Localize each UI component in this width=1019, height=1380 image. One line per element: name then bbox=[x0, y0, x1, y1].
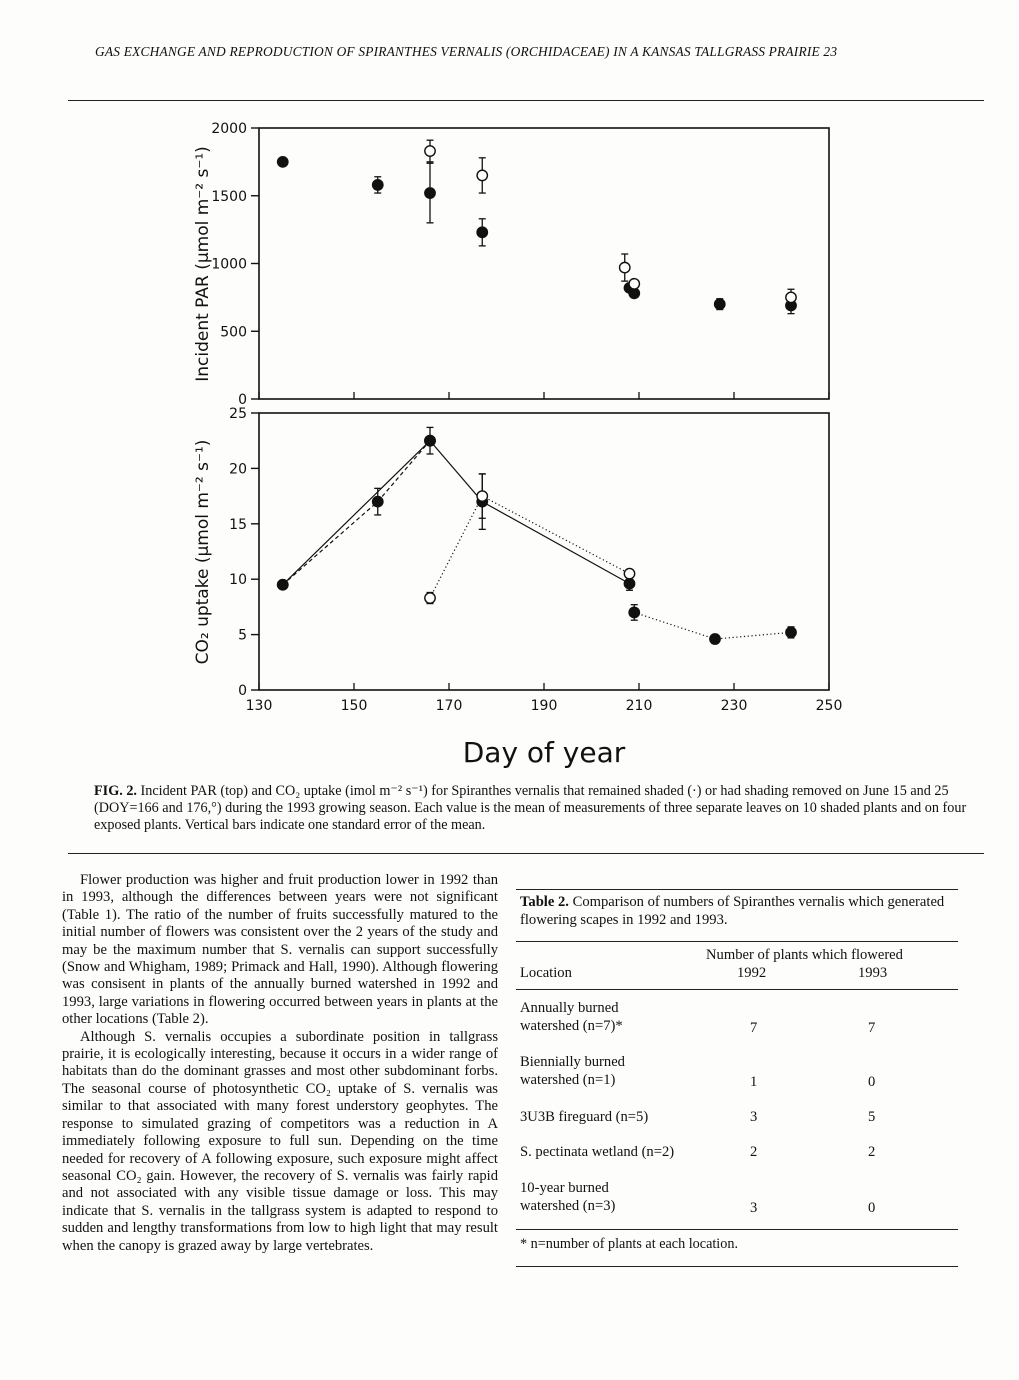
bot-y-tick-label: 5 bbox=[238, 627, 247, 644]
table-row-2-loc1: Biennially burned bbox=[520, 1054, 625, 1070]
bottom-panel bbox=[193, 406, 842, 714]
bottom-open-point bbox=[477, 491, 487, 501]
paragraph-2: Although S. vernalis occupies a subordinate position in tallgrass prairie, it is ecologically interesting, because it occurs in a wider range of habitats than do the dominant grasses and most other subdominant forbs. The seasonal course of photosynthetic CO₂ uptake of S. vernalis was similar to that associated with many forest understory geophytes. The response to simulated grazing of competitors was a reduction in A immediately following exposure to full sun. Depending on the time needed for recovery of A following exposure, such exposure might affect seasonal CO₂ gain. However, the recovery of S. vernalis was fairly rapid and not associated with any visible tissue damage or loss. This may indicate that S. vernalis in the tallgrass system is adapted to respond to sudden and lengthy transformations from low to high light that may result when the canopy is grazed away by large vertebrates. bbox=[62, 1028, 498, 1254]
table-row-5-1993: 0 bbox=[868, 1200, 876, 1216]
x-tick-label: 210 bbox=[625, 698, 653, 714]
bot-y-tick-label: 10 bbox=[229, 572, 247, 589]
table-label: Table 2. bbox=[520, 894, 569, 910]
table-bottom-rule bbox=[516, 1266, 958, 1267]
table-row-3-loc2: 3U3B fireguard (n=5) bbox=[520, 1109, 649, 1125]
table-foot-rule bbox=[516, 1229, 958, 1230]
top-open-point bbox=[620, 262, 630, 272]
top-filled-point bbox=[278, 157, 288, 167]
top-marks bbox=[278, 140, 797, 313]
table-title-text: Comparison of numbers of Spiranthes vernalis which generated flowering scapes in 1992 and 1993. bbox=[520, 894, 945, 928]
header-rule bbox=[68, 100, 984, 101]
top-y-tick-label: 0 bbox=[238, 392, 247, 408]
top-open-point bbox=[477, 170, 487, 180]
top-y-axis-title: Incident PAR (μmol m⁻² s⁻¹) bbox=[193, 146, 213, 382]
x-axis-title: Day of year bbox=[462, 736, 626, 769]
top-filled-point bbox=[477, 227, 487, 237]
bottom-marks bbox=[278, 427, 797, 644]
bottom-x-ticks bbox=[246, 683, 843, 714]
bottom-filled-point bbox=[278, 580, 288, 590]
top-open-point bbox=[425, 146, 435, 156]
table-row-5-loc2: watershed (n=3) bbox=[520, 1198, 616, 1214]
top-y-tick-label: 1000 bbox=[211, 256, 247, 273]
table-row-3-1992: 3 bbox=[750, 1109, 758, 1125]
bottom-series-line-solid bbox=[283, 441, 630, 585]
bottom-open-point bbox=[624, 568, 634, 578]
bottom-y-axis-title: CO₂ uptake (μmol m⁻² s⁻¹) bbox=[193, 439, 213, 665]
top-filled-point bbox=[425, 188, 435, 198]
table-row-4-1993: 2 bbox=[868, 1144, 876, 1160]
top-filled-point bbox=[373, 180, 383, 190]
top-y-tick-label: 1500 bbox=[211, 188, 247, 205]
bot-y-tick-label: 15 bbox=[229, 516, 247, 533]
table-row-3-1993: 5 bbox=[868, 1109, 876, 1125]
table-header-1993: 1993 bbox=[858, 965, 888, 981]
top-open-point bbox=[629, 279, 639, 289]
x-tick-label: 230 bbox=[720, 698, 748, 714]
top-y-tick-label: 2000 bbox=[211, 121, 247, 137]
bottom-series-line-dotted bbox=[430, 496, 630, 598]
table-row-1-loc1: Annually burned bbox=[520, 1000, 619, 1016]
bot-y-tick-label: 20 bbox=[229, 461, 247, 478]
bottom-filled-point bbox=[629, 607, 639, 617]
bot-y-tick-label: 25 bbox=[229, 406, 247, 422]
running-head: GAS EXCHANGE AND REPRODUCTION OF SPIRANTHES VERNALIS (ORCHIDACEAE) IN A KANSAS TALLGRASS PRAIRIE 23 bbox=[95, 44, 838, 59]
top-panel-frame bbox=[259, 128, 829, 399]
top-filled-point bbox=[715, 299, 725, 309]
bottom-y-ticks bbox=[229, 406, 259, 699]
top-x-ticks bbox=[259, 392, 829, 399]
figure-2 bbox=[0, 104, 1019, 780]
bottom-panel-frame bbox=[259, 413, 829, 690]
table-footnote: * n=number of plants at each location. bbox=[520, 1236, 738, 1252]
table-row-1-loc2: watershed (n=7)* bbox=[520, 1018, 623, 1034]
figure-caption bbox=[94, 783, 984, 834]
table-row-4-loc2: S. pectinata wetland (n=2) bbox=[520, 1144, 675, 1160]
top-panel bbox=[193, 121, 829, 408]
top-y-tick-label: 500 bbox=[220, 324, 247, 341]
x-tick-label: 130 bbox=[245, 698, 273, 714]
x-tick-label: 150 bbox=[340, 698, 368, 714]
bottom-filled-point bbox=[710, 634, 720, 644]
table-row-1-1993: 7 bbox=[868, 1020, 876, 1036]
table-title bbox=[520, 893, 960, 929]
bottom-open-point bbox=[425, 593, 435, 603]
table-head-rule bbox=[516, 941, 958, 942]
bot-y-tick-label: 0 bbox=[238, 683, 247, 699]
x-tick-label: 190 bbox=[530, 698, 558, 714]
bottom-filled-point bbox=[373, 496, 383, 506]
x-tick-label: 170 bbox=[435, 698, 463, 714]
table-header-1992: 1992 bbox=[737, 965, 767, 981]
bottom-filled-point bbox=[786, 627, 796, 637]
table-row-2-1993: 0 bbox=[868, 1074, 876, 1090]
table-header-location: Location bbox=[520, 965, 572, 981]
top-y-ticks bbox=[211, 121, 259, 408]
table-row-2-loc2: watershed (n=1) bbox=[520, 1072, 616, 1088]
bottom-series-lines bbox=[283, 441, 791, 639]
table-row-2-1992: 1 bbox=[750, 1074, 758, 1090]
table-row-1-1992: 7 bbox=[750, 1020, 758, 1036]
table-top-rule bbox=[516, 889, 958, 890]
table-body-rule bbox=[516, 989, 958, 990]
paragraph-1: Flower production was higher and fruit production lower in 1992 than in 1993, although the differences between years were not significant (Table 1). The ratio of the number of fruits successfully matured to the initial number of flowers was consistent over the 2 years of the study and may be the maximum number that S. vernalis can support successfully (Snow and Whigham, 1989; Primack and Hall, 1990). Although flowering was consisent in plants of the annually burned watershed in 1992 and 1993, large variations in flowering occurred between years in plants at the other locations (Table 2). bbox=[62, 872, 498, 1028]
bottom-filled-point bbox=[624, 578, 634, 588]
top-open-point bbox=[786, 292, 796, 302]
caption-text: Incident PAR (top) and CO₂ uptake (imol m⁻² s⁻¹) for Spiranthes vernalis that remained shaded (·) or had shading removed on June 15 and 25 (DOY=166 and 176,°) during the 1993 growing season. Each value is the mean of measurements of three separate leaves on 10 shaded plants and on four exposed plants. Vertical bars indicate one standard error of the mean. bbox=[94, 783, 967, 833]
table-row-5-loc1: 10-year burned bbox=[520, 1180, 609, 1196]
table-row-4-1992: 2 bbox=[750, 1144, 758, 1160]
x-tick-label: 250 bbox=[815, 698, 843, 714]
caption-rule bbox=[68, 853, 984, 854]
table-header-group: Number of plants which flowered bbox=[706, 947, 903, 963]
bottom-filled-point bbox=[425, 436, 435, 446]
table-row-5-1992: 3 bbox=[750, 1200, 758, 1216]
body-text bbox=[62, 872, 498, 1255]
caption-label: FIG. 2. bbox=[94, 783, 137, 799]
